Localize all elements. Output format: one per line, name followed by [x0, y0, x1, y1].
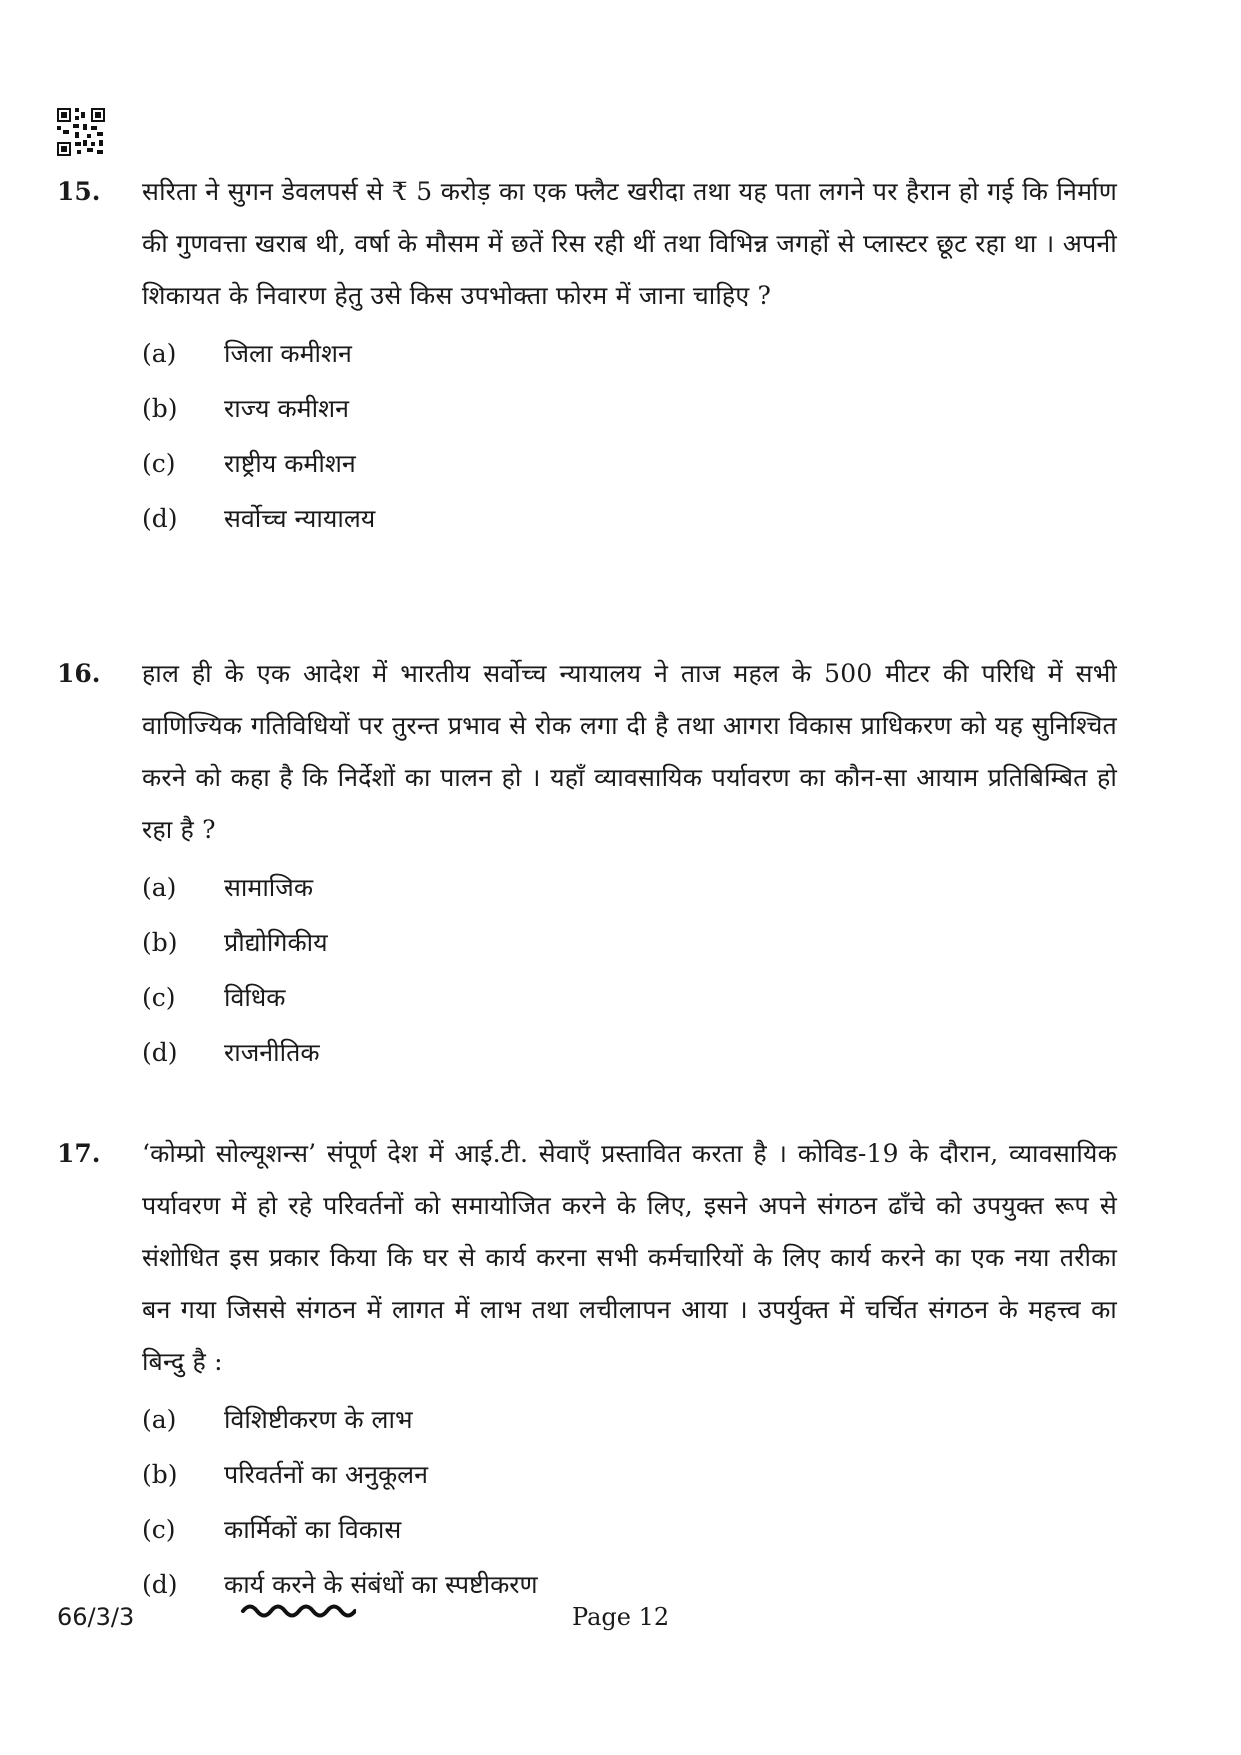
option-item	[142, 970, 1117, 1025]
option-text: राष्ट्रीय कमीशन	[224, 449, 356, 478]
option-letter: (b)	[142, 928, 178, 957]
question-text: ‘कोम्प्रो सोल्यूशन्स’ संपूर्ण देश में आई.टी. सेवाएँ प्रस्तावित करता है । कोविड-19 के दौरान, व्यावसायिक पर्यावरण में हो रहे परिवर्तनों को समायोजित करने के लिए, इसने अपने संगठन ढाँचे को उपयुक्त रूप से संशोधित इस प्रकार किया कि घर से कार्य करना सभी कर्मचारियों के लिए कार्य करने का एक नया तरीका बन गया जिससे संगठन में लागत में लाभ तथा लचीलापन आया । उपर्युक्त में चर्चित संगठन के महत्त्व का बिन्दु है :	[142, 1139, 1117, 1376]
option-item	[142, 1025, 1117, 1080]
option-item	[142, 1392, 1117, 1447]
option-letter: (d)	[142, 504, 178, 533]
option-item	[142, 1502, 1117, 1557]
question-text: हाल ही के एक आदेश में भारतीय सर्वोच्च न्यायालय ने ताज महल के 500 मीटर की परिधि में सभी वाणिज्यिक गतिविधियों पर तुरन्त प्रभाव से रोक लगा दी है तथा आगरा विकास प्राधिकरण को यह सुनिश्चित करने को कहा है कि निर्देशों का पालन हो । यहाँ व्यावसायिक पर्यावरण का कौन-सा आयाम प्रतिबिम्बित हो रहा है ?	[142, 659, 1117, 844]
option-text: राजनीतिक	[224, 1038, 320, 1067]
option-letter: (b)	[142, 1460, 178, 1489]
option-item	[142, 381, 1117, 436]
option-letter: (d)	[142, 1038, 178, 1067]
option-item	[142, 860, 1117, 915]
tilde-wave-ornament	[240, 1596, 356, 1622]
option-letter: (a)	[142, 873, 177, 902]
option-text: सर्वोच्च न्यायालय	[224, 504, 376, 533]
option-letter: (d)	[142, 1570, 178, 1599]
option-text: परिवर्तनों का अनुकूलन	[224, 1460, 428, 1489]
option-text: सामाजिक	[224, 873, 314, 902]
option-item	[142, 1447, 1117, 1502]
option-item	[142, 436, 1117, 491]
option-list	[142, 326, 1117, 546]
option-letter: (a)	[142, 339, 177, 368]
option-item	[142, 915, 1117, 970]
option-list	[142, 1392, 1117, 1612]
question-number: 15.	[57, 177, 101, 206]
question-15	[57, 166, 1117, 546]
paper-code: 66/3/3	[57, 1603, 135, 1631]
option-text: कार्मिकों का विकास	[224, 1515, 402, 1544]
option-list	[142, 860, 1117, 1080]
question-text: सरिता ने सुगन डेवलपर्स से ₹ 5 करोड़ का एक फ्लैट खरीदा तथा यह पता लगने पर हैरान हो गई कि निर्माण की गुणवत्ता खराब थी, वर्षा के मौसम में छतें रिस रही थीं तथा विभिन्न जगहों से प्लास्टर छूट रहा था । अपनी शिकायत के निवारण हेतु उसे किस उपभोक्ता फोरम में जाना चाहिए ?	[142, 177, 1117, 310]
question-number: 17.	[57, 1139, 101, 1168]
option-item	[142, 491, 1117, 546]
option-letter: (b)	[142, 394, 178, 423]
option-text: विशिष्टीकरण के लाभ	[224, 1405, 413, 1434]
option-text: कार्य करने के संबंधों का स्पष्टीकरण	[224, 1570, 538, 1599]
page-number: Page 12	[572, 1603, 670, 1631]
option-text: जिला कमीशन	[224, 339, 352, 368]
option-text: विधिक	[224, 983, 286, 1012]
option-letter: (c)	[142, 1515, 176, 1544]
option-letter: (c)	[142, 983, 176, 1012]
option-text: राज्य कमीशन	[224, 394, 349, 423]
question-16	[57, 648, 1117, 1080]
question-number: 16.	[57, 659, 101, 688]
qr-code-icon	[57, 108, 105, 156]
option-item	[142, 326, 1117, 381]
option-letter: (a)	[142, 1405, 177, 1434]
question-17	[57, 1128, 1117, 1612]
option-letter: (c)	[142, 449, 176, 478]
option-text: प्रौद्योगिकीय	[224, 928, 328, 957]
